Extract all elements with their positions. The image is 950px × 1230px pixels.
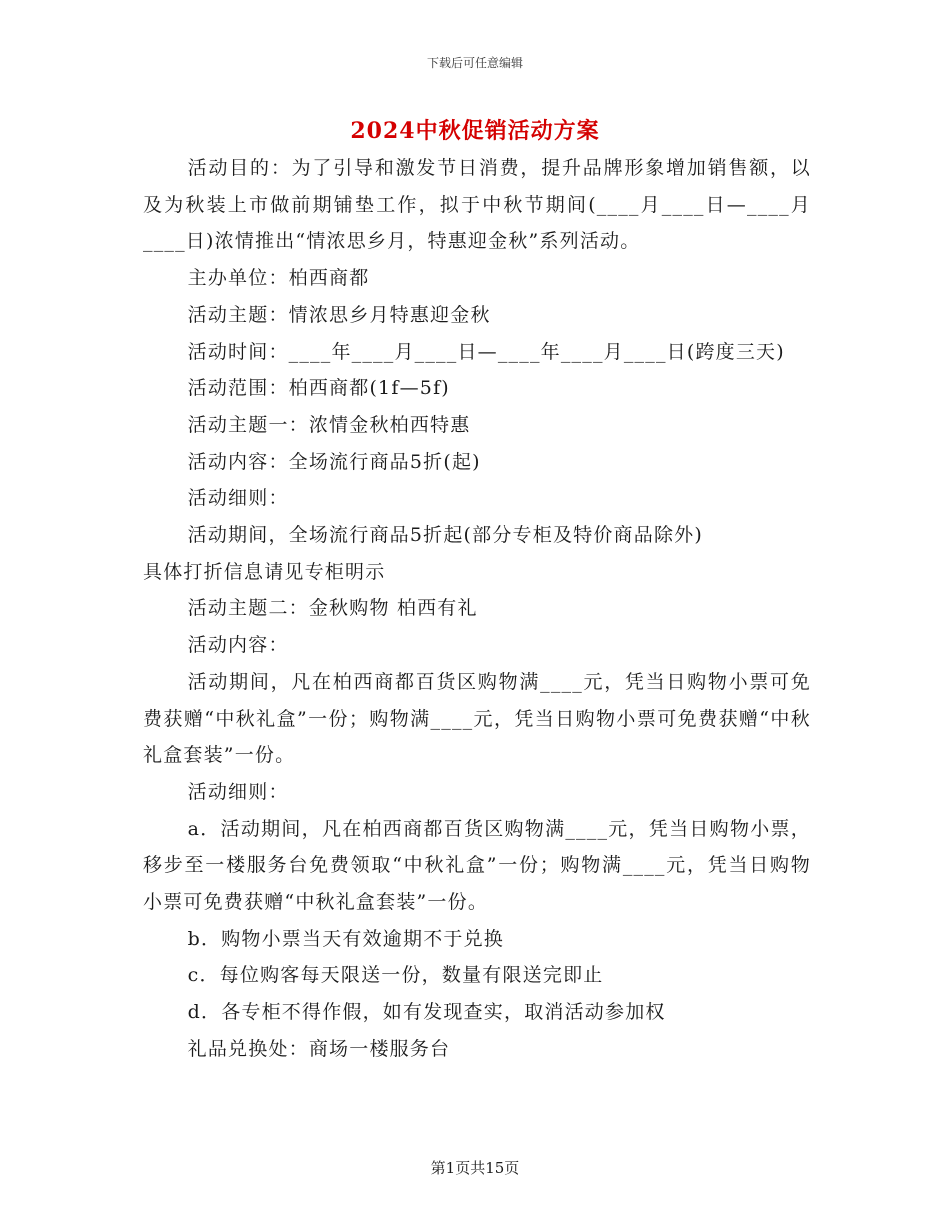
paragraph-scope: 活动范围：柏西商都(1f—5f) xyxy=(187,377,450,400)
paragraph-content-heading-two: 活动内容： xyxy=(187,634,289,657)
paragraph-theme-one: 活动主题一：浓情金秋柏西特惠 xyxy=(187,413,471,436)
paragraph-rule-d: d．各专柜不得作假，如有发现查实，取消活动参加权 xyxy=(187,1001,666,1024)
paragraph-content-two: 活动期间，凡在柏西商都百货区购物满____元，凭当日购物小票可免费获赠“中秋礼盒”一份；购物满____元，凭当日购物小票可免费获赠“中秋礼盒套装”一份。 xyxy=(143,670,811,767)
paragraph-discount-info: 具体打折信息请见专柜明示 xyxy=(143,560,386,583)
paragraph-rule-a: a．活动期间，凡在柏西商都百货区购物满____元，凭当日购物小票，移步至一楼服务台免费领取“中秋礼盒”一份；购物满____元，凭当日购物小票可免费获赠“中秋礼盒套装”一份。 xyxy=(143,817,811,914)
paragraph-organizer: 主办单位：柏西商都 xyxy=(187,267,370,290)
paragraph-theme: 活动主题：情浓思乡月特惠迎金秋 xyxy=(187,303,491,326)
page-number: 第1页共15页 xyxy=(430,1159,520,1177)
paragraph-time: 活动时间：____年____月____日—____年____月____日(跨度三天) xyxy=(187,340,785,363)
paragraph-purpose: 活动目的：为了引导和激发节日消费，提升品牌形象增加销售额，以及为秋装上市做前期铺垫工作，拟于中秋节期间(____月____日—____月____日)浓情推出“情浓思乡月，特惠迎金秋”系列活动。 xyxy=(143,157,811,253)
paragraph-rule-c: c．每位购客每天限送一份，数量有限送完即止 xyxy=(187,964,604,987)
document-body xyxy=(143,150,811,1068)
paragraph-gift-location: 礼品兑换处：商场一楼服务台 xyxy=(187,1037,451,1060)
paragraph-rules-heading-two: 活动细则： xyxy=(187,780,289,803)
paragraph-rules-one: 活动期间，全场流行商品5折起(部分专柜及特价商品除外) xyxy=(187,524,703,547)
paragraph-theme-two: 活动主题二：金秋购物 柏西有礼 xyxy=(187,597,478,620)
document-title: 2024中秋促销活动方案 xyxy=(350,118,600,144)
paragraph-rule-b: b．购物小票当天有效逾期不于兑换 xyxy=(187,927,505,950)
paragraph-rules-heading-one: 活动细则： xyxy=(187,487,289,510)
paragraph-content-one: 活动内容：全场流行商品5折(起) xyxy=(187,450,481,473)
page-header-note: 下载后可任意编辑 xyxy=(426,56,523,70)
